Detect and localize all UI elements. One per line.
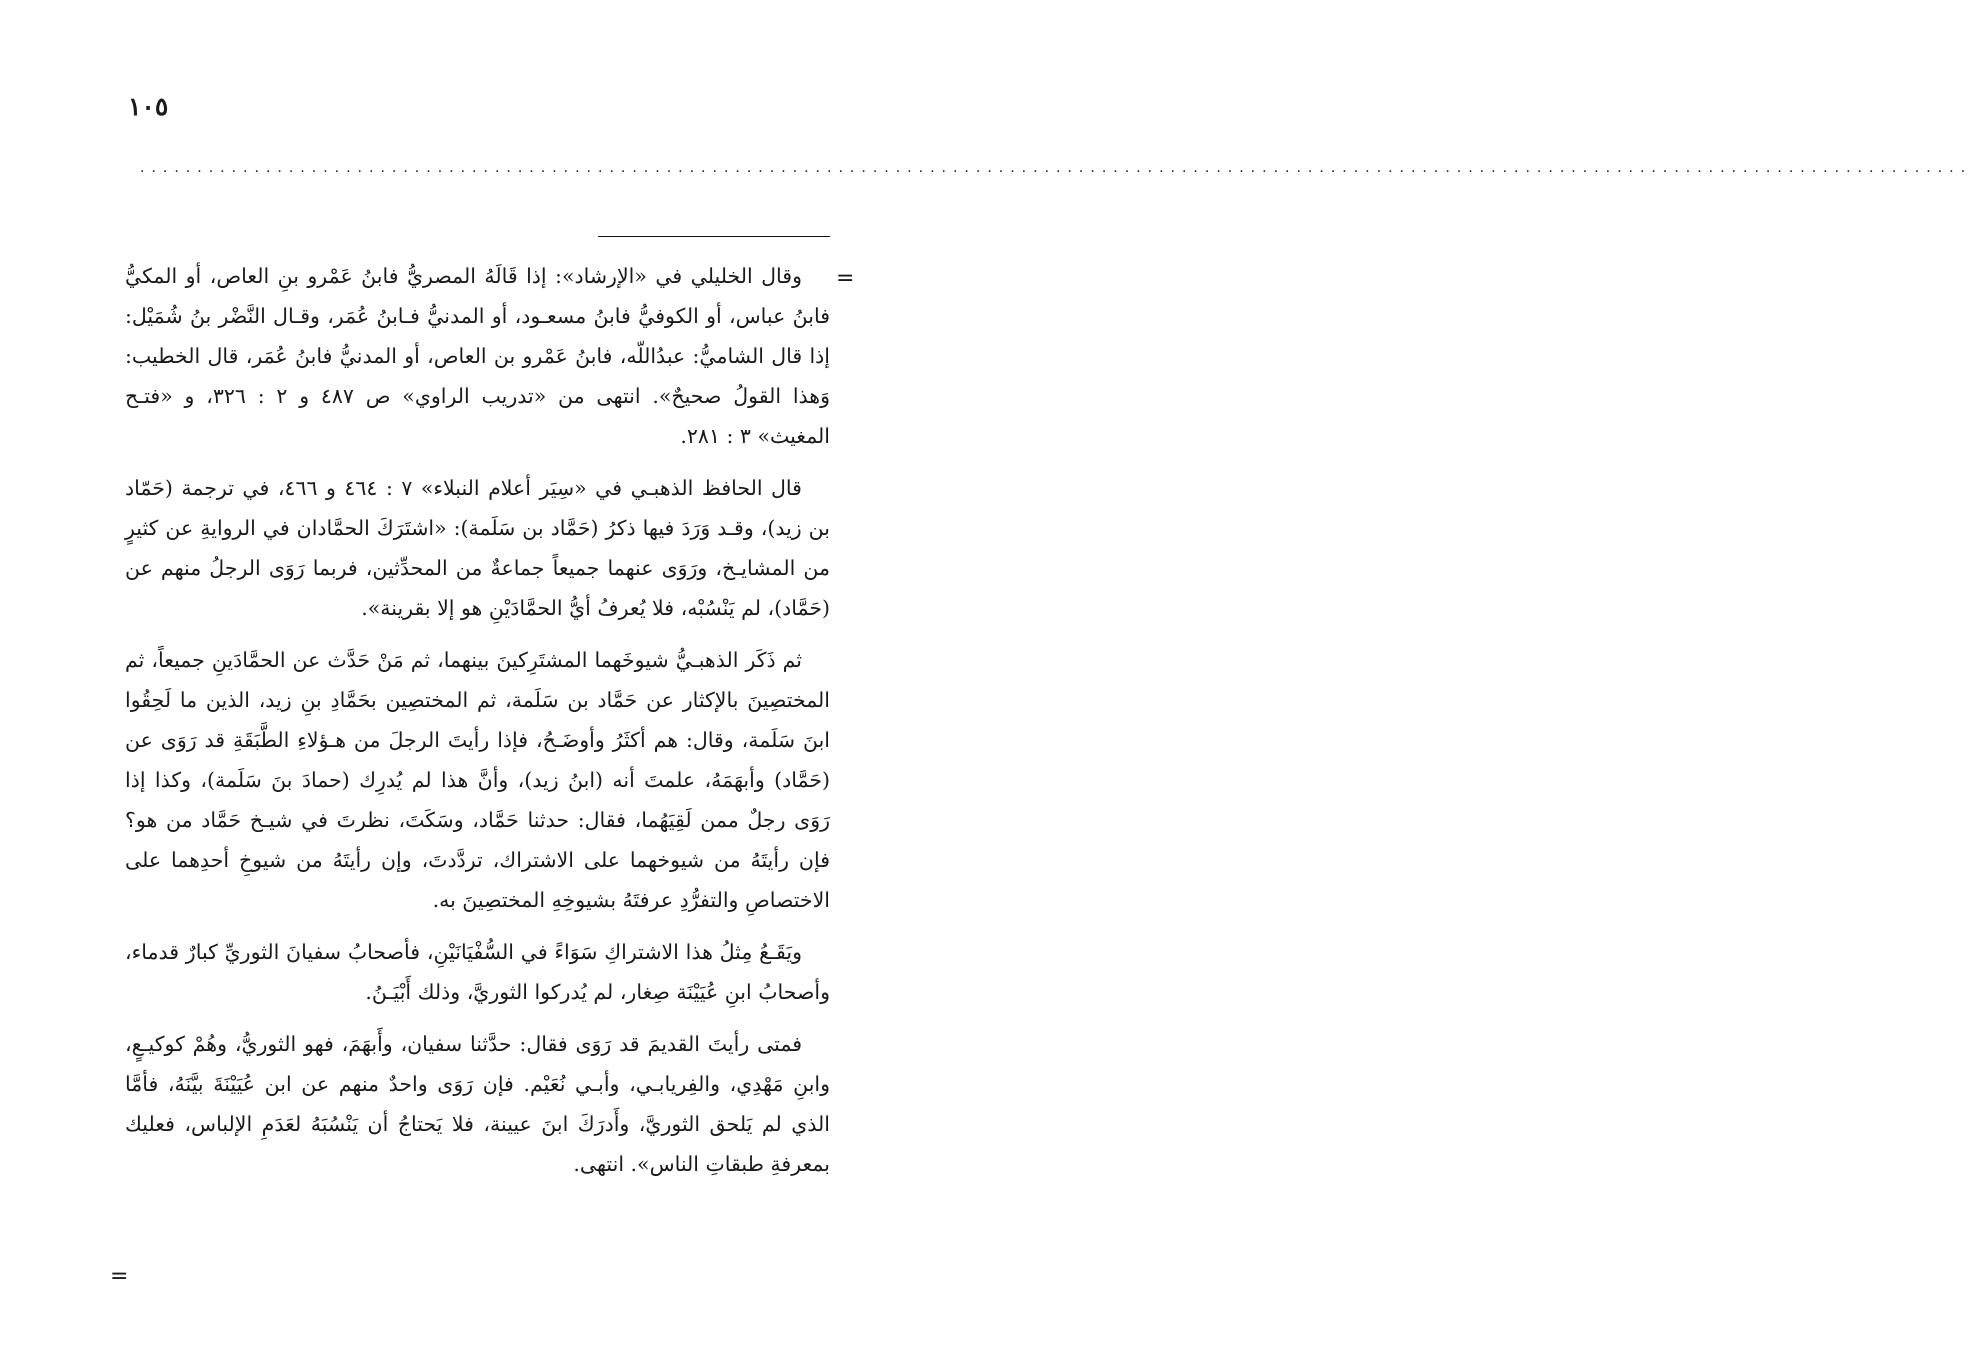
paragraph-hammadan: ثم ذَكَر الذهبـيُّ شيوخَهما المشتَرِكينَ بينهما، ثم مَنْ حَدَّث عن الحمَّادَينِ جميعاً، ثم المختصِينَ بالإكثار عن حَمَّاد بن سَلَمة، ثم المختصِين بحَمَّادِ بنِ زيد، الذين ما لَحِقُوا ابنَ سَلَمة، وقال: هم أكثَرُ وأوضَـحُ، فإذا رأيتَ الرجلَ من هـؤلاءِ الطَّبَقَةِ قد رَوَى عن (حَمَّاد) وأبهَمَهُ، علمتَ أنه (ابنُ زيد)، وأنَّ هذا لم يُدرِك (حمادَ بنَ سَلَمة)، وكذا إذا رَوَى رجلٌ ممن لَقِيَهُما، فقال: حدثنا حَمَّاد، وسَكَتَ، نظرتَ في شيـخ حَمَّاد من هو؟ فإن رأيتَهُ من شيوخهما على الاشتراك، تردَّدتَ، وإن رأيتَهُ من شيوخِ أحدِهما على الاختصاصِ والتفرُّدِ عرفتَهُ بشيوخِهِ المختصِينَ به. — [125, 648, 830, 912]
footnote-rule — [598, 236, 830, 237]
paragraph-sufyanan: ويَقَـعُ مِثلُ هذا الاشتراكِ سَوَاءً في السُّفْيَانَيْنِ، فأصحابُ سفيانَ الثوريِّ كبارٌ قدماء، وأصحابُ ابنِ عُيَيْنَة صِغار، لم يُدركوا الثوريَّ، وذلك أَبْيَـنُ. — [125, 940, 830, 1004]
continuation-mark-top: = — [836, 266, 855, 291]
paragraph-khalili: وقال الخليلي في «الإرشاد»: إذا قَالَهُ المصريُّ فابنُ عَمْرو بنِ العاص، أو المكيُّ فابنُ عباس، أو الكوفيُّ فابنُ مسعـود، أو المدنيُّ فـابنُ عُمَر، وقـال النَّضْر بنُ شُمَيْل: إذا قال الشاميُّ: عبدُاللّه، فابنُ عَمْرو بن العاص، أو المدنيُّ فابنُ عُمَر، قال الخطيب: وَهذا القولُ صحيحٌ». انتهى من «تدريب الراوي» ص ٤٨٧ و ٢ : ٣٢٦، و «فتـح المغيث» ٣ : ٢٨١. — [125, 264, 830, 448]
body-text — [125, 256, 830, 1196]
dotted-separator: ................................................................................................................................................................ — [140, 160, 1972, 176]
page-number: ١٠٥ — [128, 92, 169, 121]
paragraph-dhahabi-siyar: قال الحافظ الذهبـي في «سِيَر أعلام النبلاء» ٧ : ٤٦٤ و ٤٦٦، في ترجمة (حَمّاد بن زيد)، وقـد وَرَدَ فيها ذكرُ (حَمَّاد بن سَلَمة): «اشتَرَكَ الحمَّادان في الروايةِ عن كثيرٍ من المشايـخ، ورَوَى عنهما جميعاً جماعةٌ من المحدِّثين، فربما رَوَى الرجلُ منهم عن (حَمَّاد)، لم يَنْسُبْه، فلا يُعرفُ أيُّ الحمَّادَيْنِ هو إلا بقرينة». — [125, 476, 830, 620]
continuation-mark-bottom: = — [110, 1264, 129, 1289]
paragraph-thawri: فمتى رأيتَ القديمَ قد رَوَى فقال: حدَّثنا سفيان، وأَبهَمَ، فهو الثوريُّ، وهُمْ كوكيـعٍ، وابنِ مَهْدِي، والفِريابـي، وأبـي نُعَيْم. فإن رَوَى واحدٌ منهم عن ابن عُيَيْنَةَ بيَّنَهُ، فأمَّا الذي لم يَلحق الثوريَّ، وأَدرَكَ ابنَ عيينة، فلا يَحتاجُ أن يَنْسُبَهُ لعَدَمِ الإلباس، فعليك بمعرفةِ طبقاتِ الناس». انتهى. — [125, 1032, 830, 1176]
